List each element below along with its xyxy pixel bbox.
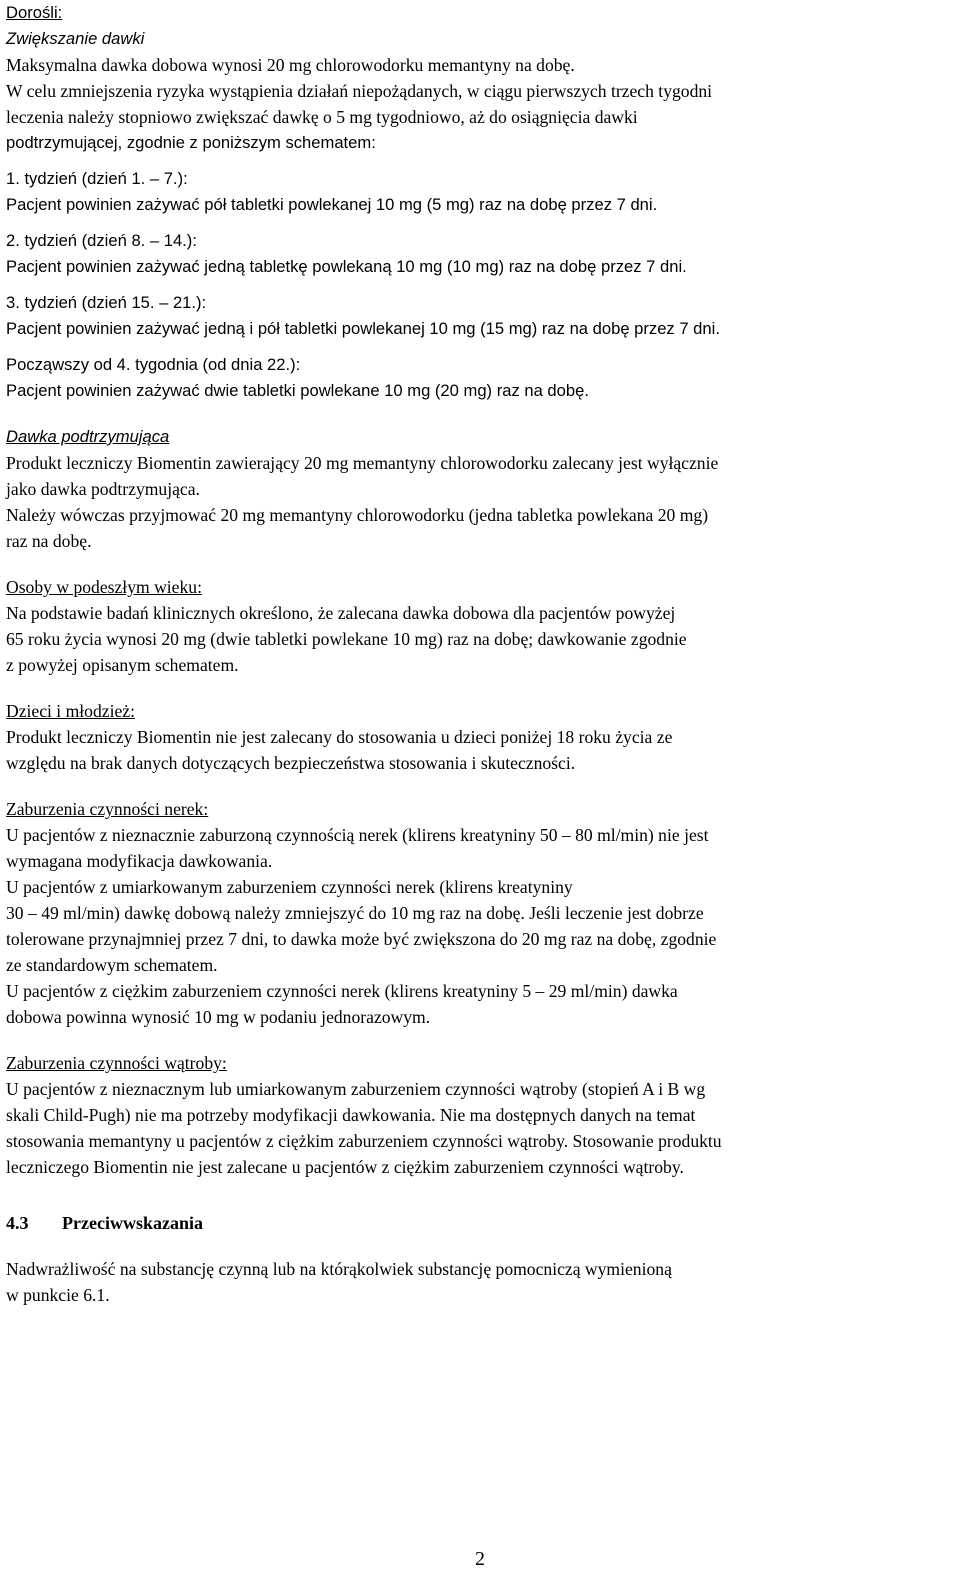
renal-line: wymagana modyfikacja dawkowania. xyxy=(6,851,273,871)
maintenance-line: raz na dobę. xyxy=(6,531,92,551)
renal-line: tolerowane przynajmniej przez 7 dni, to dawka może być zwiększona do 20 mg raz na dobę, zgodnie xyxy=(6,929,717,949)
hepatic-line: U pacjentów z nieznacznym lub umiarkowanym zaburzeniem czynności wątroby (stopień A i B wg xyxy=(6,1079,706,1099)
elderly-line: z powyżej opisanym schematem. xyxy=(6,655,239,675)
section-number: 4.3 xyxy=(6,1213,29,1233)
document-content xyxy=(6,0,954,1308)
max-dose-text: Maksymalna dawka dobowa wynosi 20 mg chlorowodorku memantyny na dobę. xyxy=(6,55,575,75)
elderly-line: 65 roku życia wynosi 20 mg (dwie tabletki powlekane 10 mg) raz na dobę; dawkowanie zgodnie xyxy=(6,629,687,649)
hepatic-line: stosowania memantyny u pacjentów z ciężkim zaburzeniem czynności wątroby. Stosowanie produktu xyxy=(6,1131,722,1151)
adults-label: Dorośli: xyxy=(6,3,63,22)
elderly-line: Na podstawie badań klinicznych określono, że zalecana dawka dobowa dla pacjentów powyżej xyxy=(6,603,676,623)
section-title: Przeciwwskazania xyxy=(62,1213,203,1233)
contraindication-line: w punkcie 6.1. xyxy=(6,1285,110,1305)
schedule-instruction: Pacjent powinien zażywać jedną tabletkę powlekaną 10 mg (10 mg) raz na dobę przez 7 dni. xyxy=(6,257,687,276)
hepatic-heading: Zaburzenia czynności wątroby: xyxy=(6,1053,227,1073)
intro-line: W celu zmniejszenia ryzyka wystąpienia działań niepożądanych, w ciągu pierwszych trzech tygodni xyxy=(6,81,713,101)
renal-line: dobowa powinna wynosić 10 mg w podaniu jednorazowym. xyxy=(6,1007,431,1027)
renal-line: 30 – 49 ml/min) dawkę dobową należy zmniejszyć do 10 mg raz na dobę. Jeśli leczenie jest dobrze xyxy=(6,903,704,923)
section-heading-4-3 xyxy=(6,1210,954,1236)
schedule-week: 3. tydzień (dzień 15. – 21.): xyxy=(6,293,207,312)
maintenance-heading: Dawka podtrzymująca xyxy=(6,427,170,446)
dose-increase-heading: Zwiększanie dawki xyxy=(6,29,145,48)
children-line: względu na brak danych dotyczących bezpieczeństwa stosowania i skuteczności. xyxy=(6,753,576,773)
elderly-heading: Osoby w podeszłym wieku: xyxy=(6,577,202,597)
hepatic-line: skali Child-Pugh) nie ma potrzeby modyfikacji dawkowania. Nie ma dostępnych danych na temat xyxy=(6,1105,696,1125)
intro-line: leczenia należy stopniowo zwiększać dawkę o 5 mg tygodniowo, aż do osiągnięcia dawki xyxy=(6,107,638,127)
renal-heading: Zaburzenia czynności nerek: xyxy=(6,799,209,819)
maintenance-line: Produkt leczniczy Biomentin zawierający 20 mg memantyny chlorowodorku zalecany jest wyłącznie xyxy=(6,453,719,473)
maintenance-line: Należy wówczas przyjmować 20 mg memantyny chlorowodorku (jedna tabletka powlekana 20 mg) xyxy=(6,505,709,525)
renal-line: U pacjentów z ciężkim zaburzeniem czynności nerek (klirens kreatyniny 5 – 29 ml/min) dawka xyxy=(6,981,678,1001)
page-number: 2 xyxy=(475,1548,485,1570)
schedule-instruction: Pacjent powinien zażywać jedną i pół tabletki powlekanej 10 mg (15 mg) raz na dobę przez 7 dni. xyxy=(6,319,720,338)
hepatic-line: leczniczego Biomentin nie jest zalecane u pacjentów z ciężkim zaburzeniem czynności wątroby. xyxy=(6,1157,684,1177)
schedule-instruction: Pacjent powinien zażywać pół tabletki powlekanej 10 mg (5 mg) raz na dobę przez 7 dni. xyxy=(6,195,658,214)
schedule-week: 1. tydzień (dzień 1. – 7.): xyxy=(6,169,188,188)
schedule-week: 2. tydzień (dzień 8. – 14.): xyxy=(6,231,197,250)
schedule-week: Począwszy od 4. tygodnia (od dnia 22.): xyxy=(6,355,301,374)
contraindication-line: Nadwrażliwość na substancję czynną lub na którąkolwiek substancję pomocniczą wymienioną xyxy=(6,1259,672,1279)
renal-line: U pacjentów z umiarkowanym zaburzeniem czynności nerek (klirens kreatyniny xyxy=(6,877,573,897)
schedule-instruction: Pacjent powinien zażywać dwie tabletki powlekane 10 mg (20 mg) raz na dobę. xyxy=(6,381,589,400)
children-heading: Dzieci i młodzież: xyxy=(6,701,135,721)
renal-line: ze standardowym schematem. xyxy=(6,955,218,975)
children-line: Produkt leczniczy Biomentin nie jest zalecany do stosowania u dzieci poniżej 18 roku życia ze xyxy=(6,727,673,747)
intro-line: podtrzymującej, zgodnie z poniższym schematem: xyxy=(6,133,376,152)
renal-line: U pacjentów z nieznacznie zaburzoną czynnością nerek (klirens kreatyniny 50 – 80 ml/min) nie jest xyxy=(6,825,709,845)
maintenance-line: jako dawka podtrzymująca. xyxy=(6,479,200,499)
